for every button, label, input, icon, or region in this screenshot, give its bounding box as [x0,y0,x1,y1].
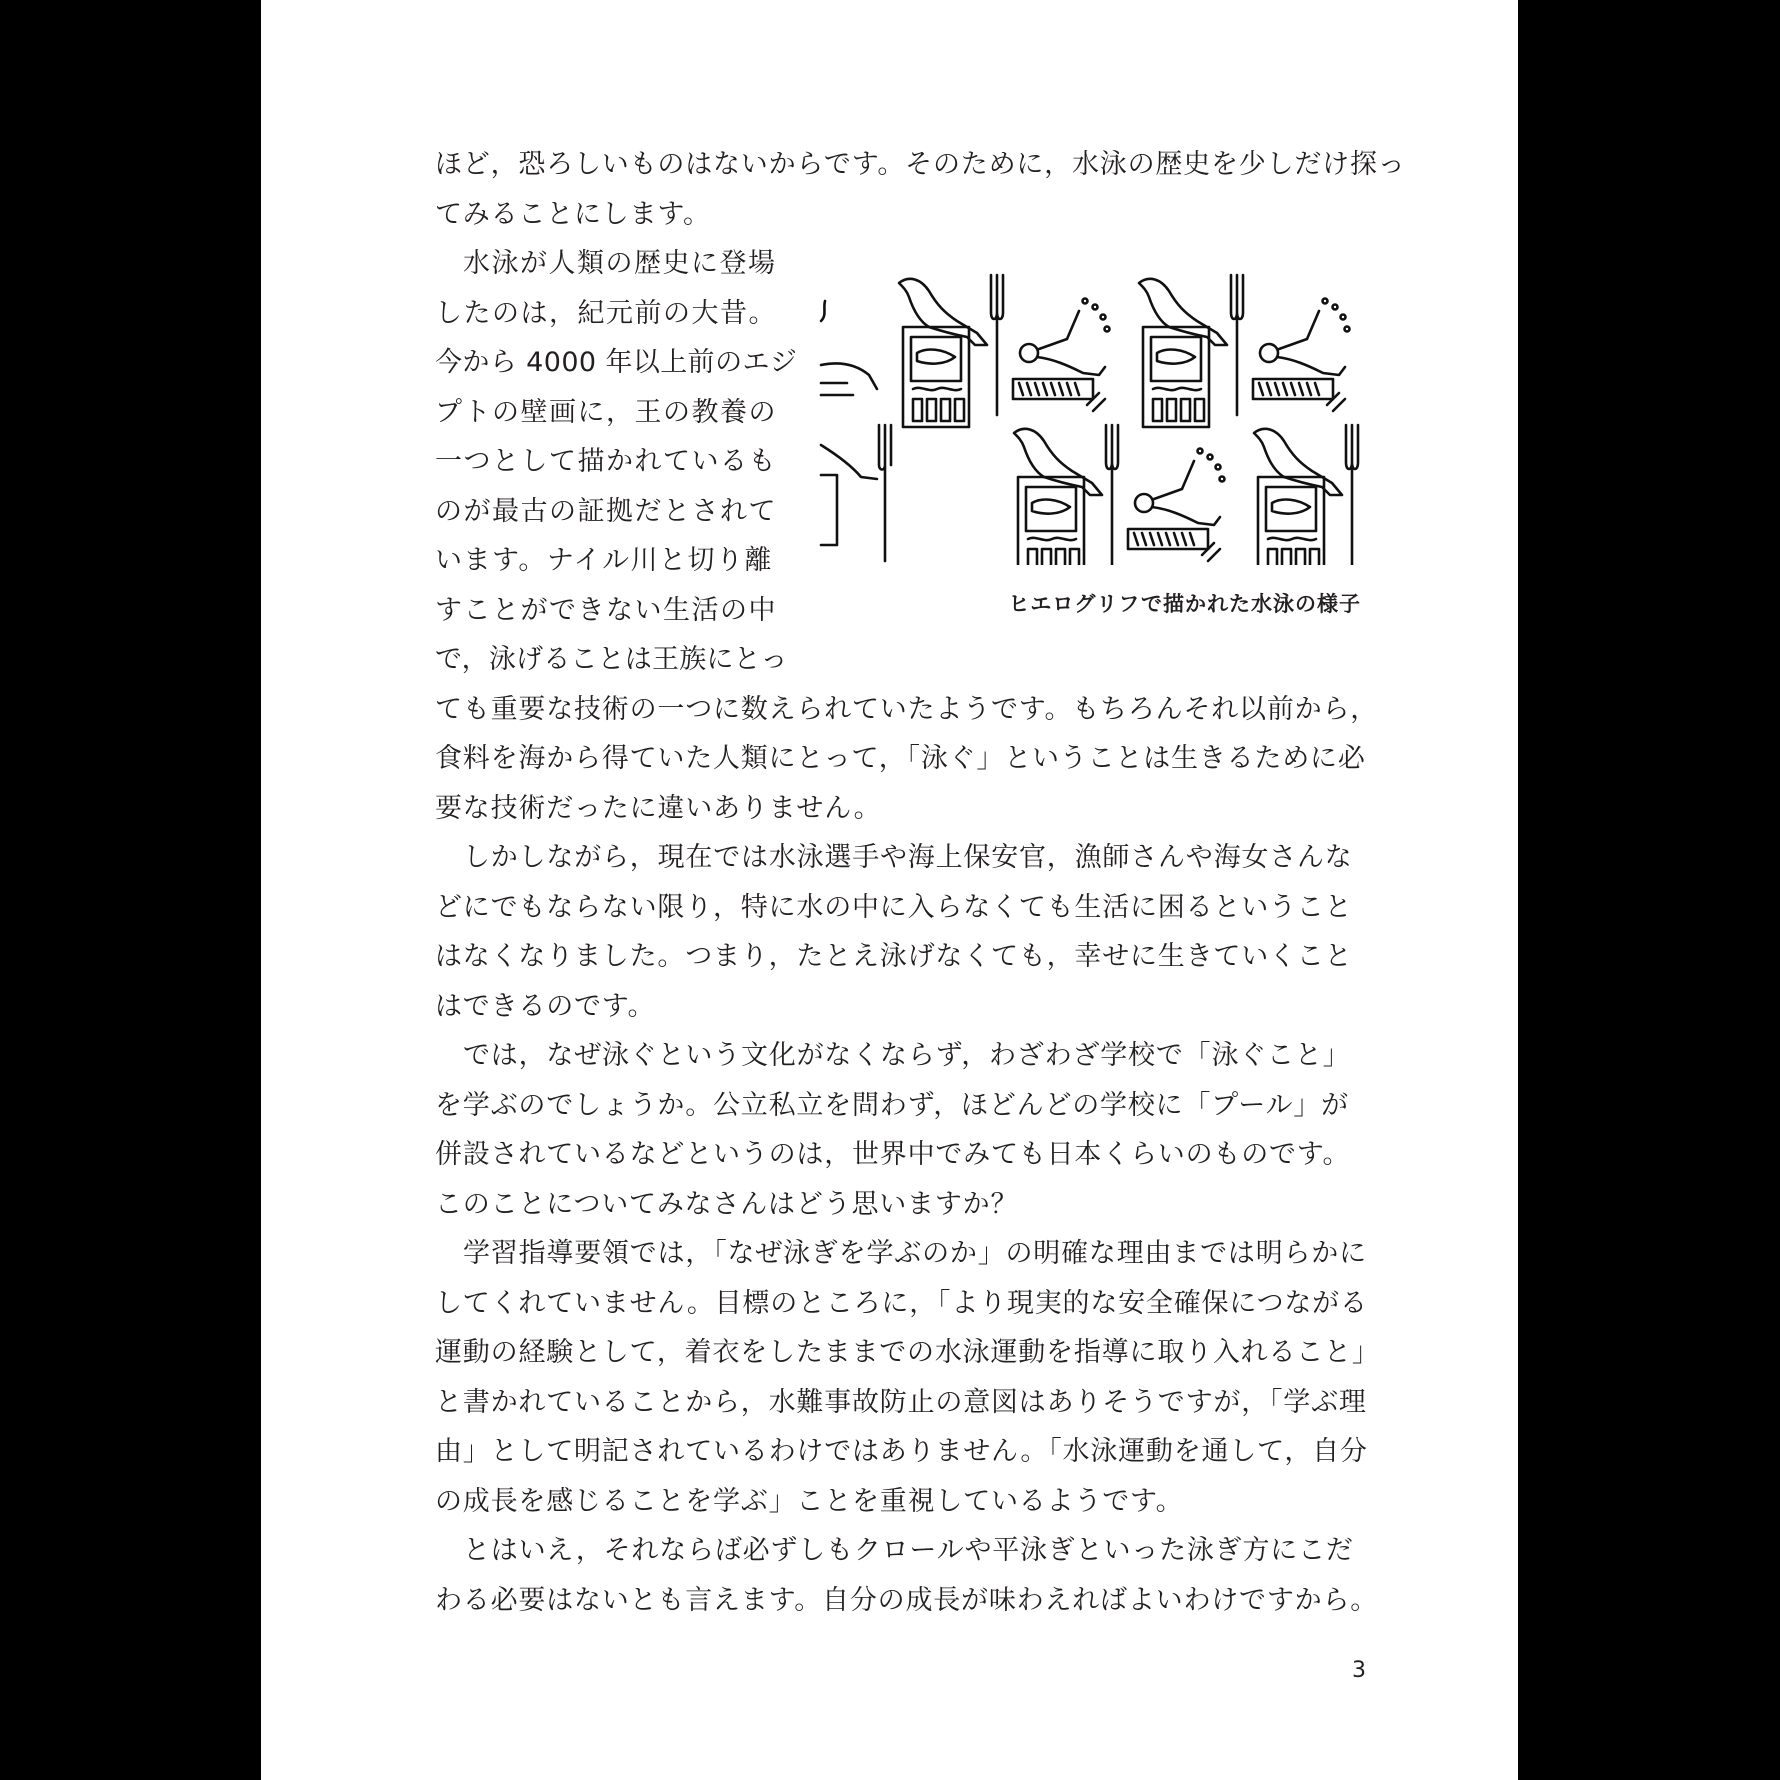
text-line: はできるのです。 [435,990,656,1022]
text-line: すことができない生活の中 [435,594,777,626]
text-line: ほど，恐ろしいものはないからです。そのために，水泳の歴史を少しだけ探っ [435,149,1406,180]
text-line: はなくなりました。つまり，たとえ泳げなくても，幸せに生きていくこと [435,941,1353,972]
text-line: 食料を海から得ていた人類にとって，「泳ぐ」ということは生きるために必 [435,743,1366,774]
text-line: います。ナイル川と切り離 [435,545,773,576]
text-line: 併設されているなどというのは，世界中でみても日本くらいのものです。 [435,1139,1351,1170]
text-line: してくれていません。目標のところに，「より現実的な安全確保につながる [435,1287,1368,1319]
text-line: 由」として明記されているわけではありません。「水泳運動を通して，自分 [435,1436,1368,1467]
text-line: の成長を感じることを学ぶ」ことを重視しているようです。 [435,1485,1184,1517]
text-line: のが最古の証拠だとされて [435,495,777,527]
text-line: したのは，紀元前の大昔。 [435,297,777,329]
wrapped-column [435,239,798,685]
text-line: 要な技術だったに違いありません。 [435,792,882,824]
text-line: 運動の経験として，着衣をしたままでの水泳運動を指導に取り入れること」 [435,1337,1380,1368]
text-line: 今から 4000 年以上前のエジ [435,347,798,378]
text-line: このことについてみなさんはどう思いますか？ [435,1188,1019,1220]
text-line: 学習指導要領では，「なぜ泳ぎを学ぶのか」の明確な理由までは明らかに [463,1238,1367,1269]
text-line: わる必要はないとも言えます。自分の成長が味わえればよいわけですから。 [435,1584,1379,1616]
book-page [261,0,1518,1780]
text-line: 水泳が人類の歴史に登場 [463,248,777,279]
text-line: では，なぜ泳ぐという文化がなくならず，わざわざ学校で「泳ぐこと」 [463,1040,1351,1071]
text-line: とはいえ，それならば必ずしもクロールや平泳ぎといった泳ぎ方にこだ [463,1535,1354,1566]
text-line: 一つとして描かれているも [435,446,777,477]
text-line: プトの壁画に，王の教養の [435,396,777,428]
hieroglyph-illustration-icon [817,265,1362,565]
text-line: しかしながら，現在では水泳選手や海上保安官，漁師さんや海女さんな [463,842,1353,873]
text-line: ても重要な技術の一つに数えられていたようです。もちろんそれ以前から， [435,693,1379,725]
figure-caption: ヒエログリフで描かれた水泳の様子 [1008,592,1361,616]
text-line: で，泳げることは王族にとっ [435,644,788,675]
text-line: と書かれていることから，水難事故防止の意図はありそうですが，「学ぶ理 [435,1386,1367,1418]
text-line: どにでもならない限り，特に水の中に入らなくても生活に困るということ [435,891,1353,923]
text-line: を学ぶのでしょうか。公立私立を問わず，ほどんどの学校に「プール」が [435,1089,1349,1121]
hieroglyph-figure [817,265,1362,565]
page-number: 3 [1352,1658,1366,1683]
text-line: てみることにします。 [435,198,711,230]
